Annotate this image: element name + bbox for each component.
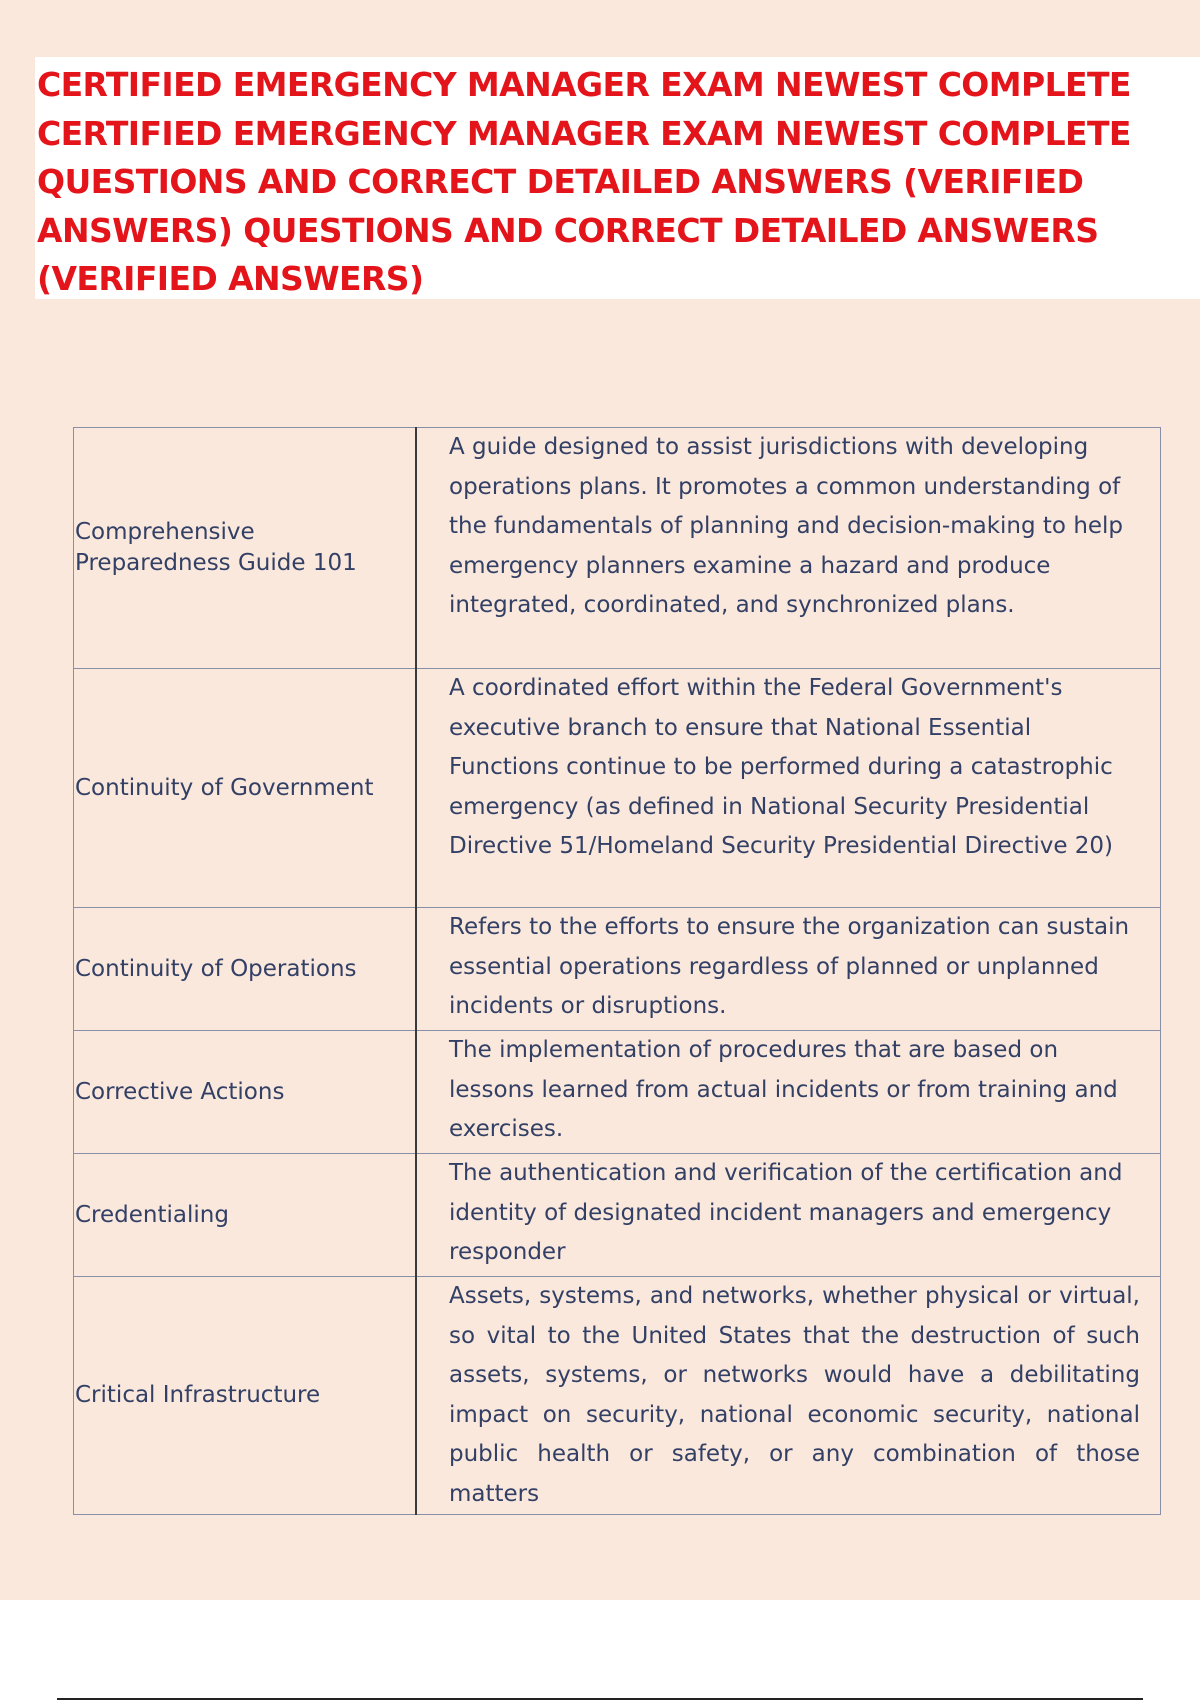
definition-cell: A coordinated effort within the Federal Government's executive branch to ensure that National Essential Functions continue to be performed during a catastrophic emergency (as defined in National Security Presidential Directive 51/Homeland Security Presidential Directive 20) xyxy=(416,669,1161,908)
table-row xyxy=(74,428,1161,669)
table-row xyxy=(74,908,1161,1031)
definition-cell: A guide designed to assist jurisdictions with developing operations plans. It promotes a common understanding of the fundamentals of planning and decision-making to help emergency planners examine a hazard and produce integrated, coordinated, and synchronized plans. xyxy=(416,428,1161,669)
title-banner xyxy=(35,57,1200,299)
document-title: CERTIFIED EMERGENCY MANAGER EXAM NEWEST COMPLETE CERTIFIED EMERGENCY MANAGER EXAM NEWEST COMPLETE QUESTIONS AND CORRECT DETAILED ANSWERS (VERIFIED ANSWERS) QUESTIONS AND CORRECT DETAILED ANSWERS (VERIFIED ANSWERS) xyxy=(37,65,1131,298)
definition-cell: The implementation of procedures that are based on lessons learned from actual incidents or from training and exercises. xyxy=(416,1031,1161,1154)
table-row xyxy=(74,669,1161,908)
table-row xyxy=(74,1154,1161,1277)
term-cell: Credentialing xyxy=(74,1154,417,1277)
table-row xyxy=(74,1031,1161,1154)
definition-cell: Assets, systems, and networks, whether physical or virtual, so vital to the United States that the destruction of such assets, systems, or networks would have a debilitating impact on security, national economic security, national public health or safety, or any combination of those matters xyxy=(416,1277,1161,1515)
term-cell: Continuity of Operations xyxy=(74,908,417,1031)
table-row xyxy=(74,1277,1161,1515)
term-cell: Comprehensive Preparedness Guide 101 xyxy=(74,428,417,669)
definition-cell: The authentication and verification of the certification and identity of designated incident managers and emergency responder xyxy=(416,1154,1161,1277)
glossary-table xyxy=(73,427,1161,1515)
term-cell: Corrective Actions xyxy=(74,1031,417,1154)
term-cell: Continuity of Government xyxy=(74,669,417,908)
term-cell: Critical Infrastructure xyxy=(74,1277,417,1515)
definition-cell: Refers to the efforts to ensure the organization can sustain essential operations regardless of planned or unplanned incidents or disruptions. xyxy=(416,908,1161,1031)
